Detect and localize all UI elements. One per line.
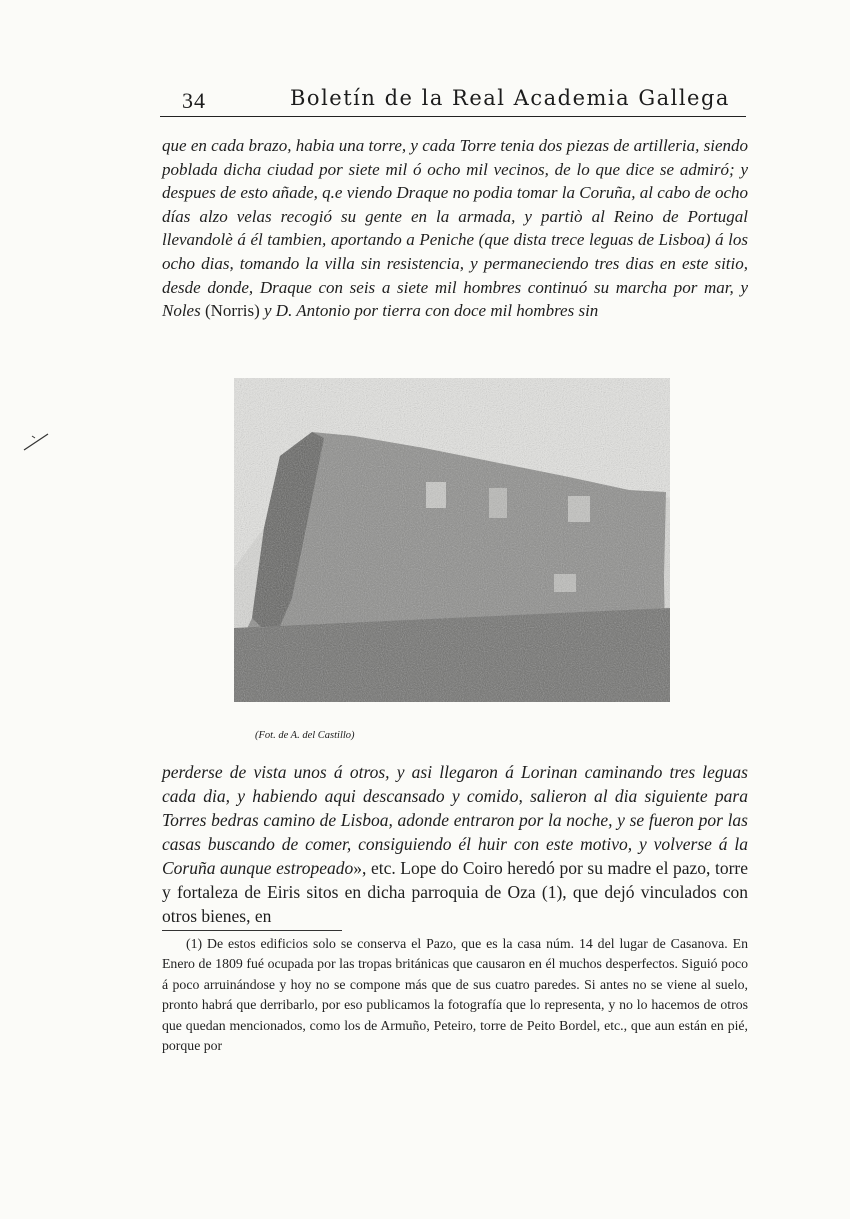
pencil-mark-icon xyxy=(22,428,52,452)
photo-caption: (Fot. de A. del Castillo) xyxy=(255,730,355,741)
footnote-rule xyxy=(162,930,342,931)
paragraph-bottom-text: », etc. Lope do Coiro heredó por su madre el pazo, torre y fortaleza de Eiris sitos en dicha parroquia de Oza (1), que dejó vinculados con otros bienes, en xyxy=(162,858,749,926)
running-title: Boletín de la Real Academia Gallega xyxy=(290,86,730,110)
page-number: 34 xyxy=(182,88,206,113)
header-rule xyxy=(160,116,746,117)
page-header xyxy=(160,86,746,116)
norris-gloss: (Norris) xyxy=(204,301,260,321)
paragraph-bottom-quote: perderse de vista unos á otros, y asi llegaron á Lorinan caminando tres leguas cada dia, y habiendo aqui descansado y comido, salieron al dia siguiente para Torres bedras camino de Lisboa, adonde entraron por la noche, y se fueron por las casas buscando de comer, consiguiendo él huir con este motivo, y volverse á la Coruña aunque estropeado xyxy=(162,762,748,878)
photo-image xyxy=(234,378,670,702)
paragraph-top-end: y D. Antonio por tierra con doce mil hombres sin xyxy=(264,301,599,321)
paragraph-top xyxy=(162,134,748,323)
footnote-text: (1) De estos edificios solo se conserva el Pazo, que es la casa núm. 14 del lugar de Casanova. En Enero de 1809 fué ocupada por las tropas británicas que causaron en él muchos desperfectos. Siguió poco á poco arruinándose y hoy no se compone más que de sus cuatro paredes. Si antes no se viene al suelo, pronto habrá que derribarlo, por eso publicamos la fotografía que lo representa, y no lo hacemos de otros que quedan mencionados, como los de Armuño, Peteiro, torre de Peito Bordel, etc., que aun están en pié, porque por xyxy=(162,936,748,1054)
footnote xyxy=(162,934,748,1056)
paragraph-top-text: que en cada brazo, habia una torre, y cada Torre tenia dos piezas de artilleria, siendo poblada dicha ciudad por siete mil ó ocho mil vecinos, de lo que dice se admiró; y despues de esto añade, q.e viendo Draque no podia tomar la Coruña, al cabo de ocho días alzo velas recogió su gente en la armada, y partiò al Reino de Portugal llevandolè á él tambien, aportando a Peniche (que dista trece leguas de Lisboa) á los ocho dias, tomando la villa sin resistencia, y permaneciendo tres dias en este sitio, desde donde, Draque con seis a siete mil hombres continuó su marcha por mar, y Noles xyxy=(162,136,748,321)
castle-ruin-photo xyxy=(234,378,670,702)
paragraph-bottom xyxy=(162,760,748,928)
